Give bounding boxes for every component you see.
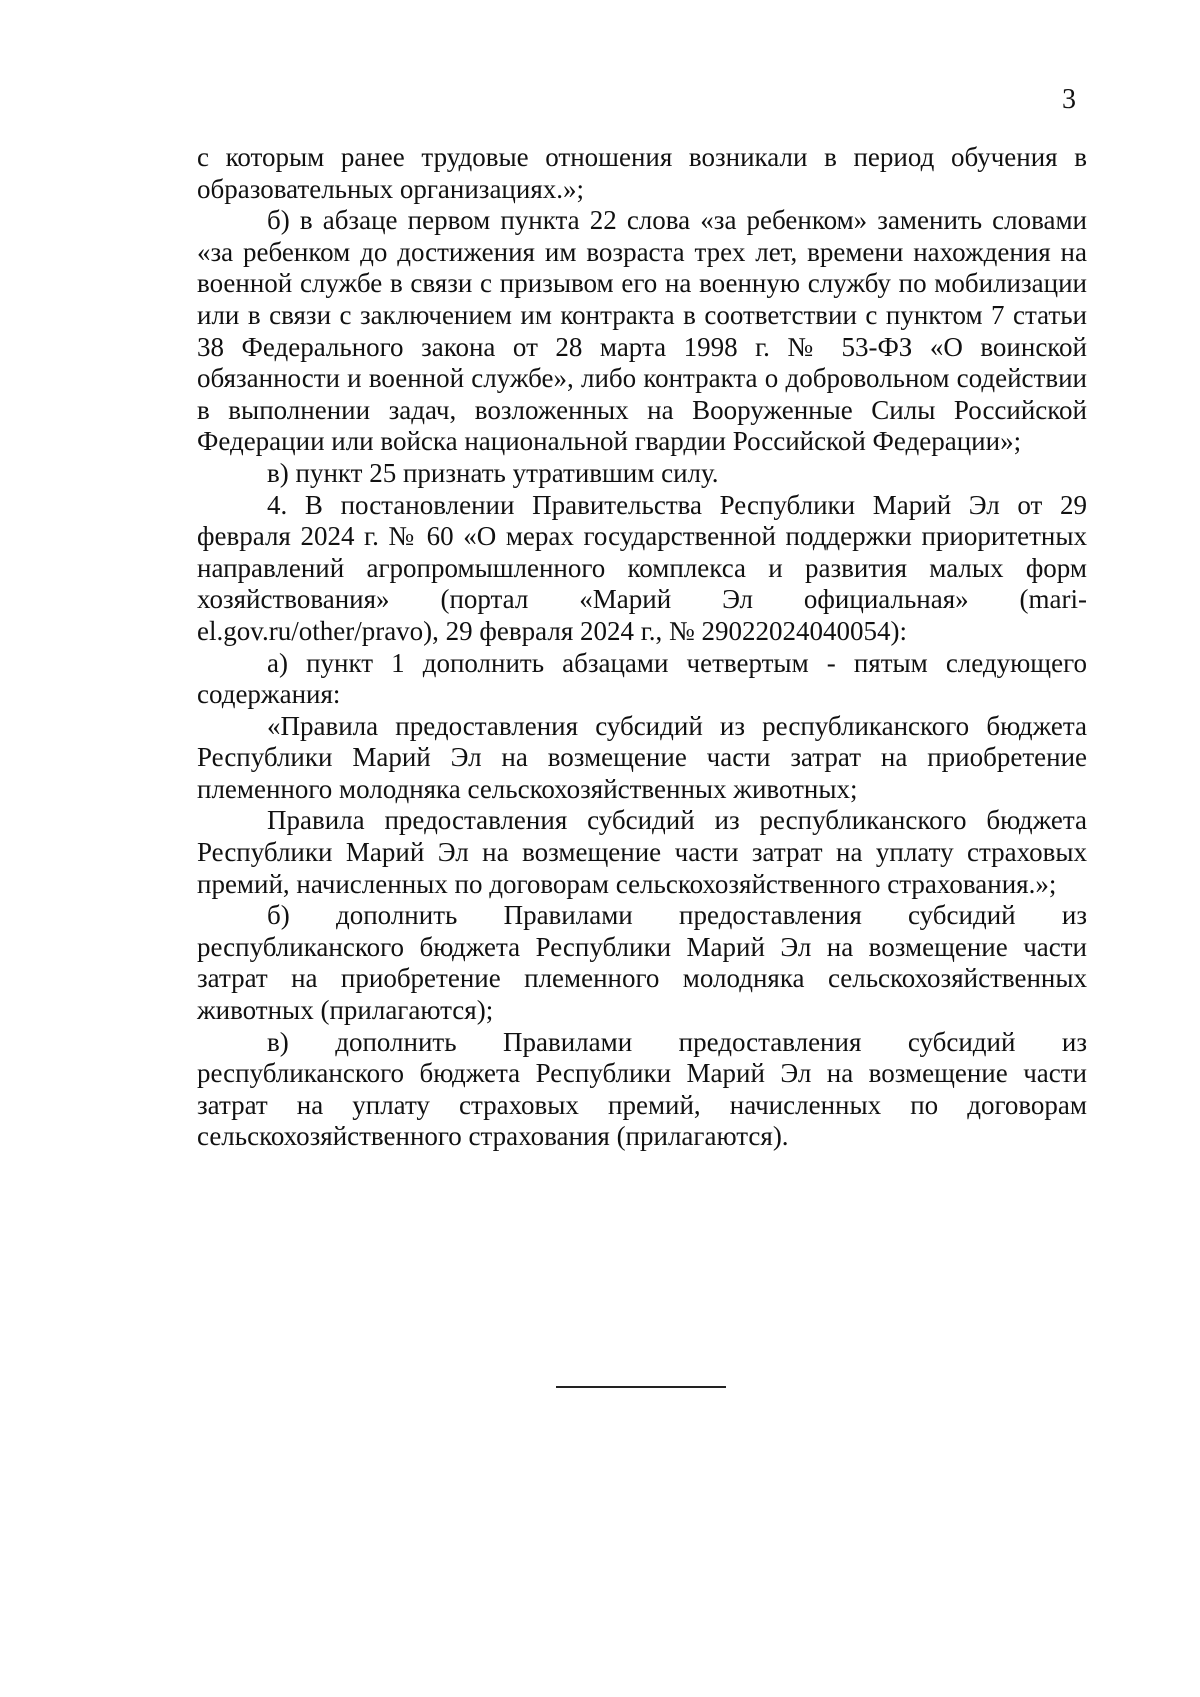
document-body <box>197 142 1087 1153</box>
end-separator-line <box>556 1386 726 1388</box>
paragraph-rules-insurance: Правила предоставления субсидий из республиканского бюджета Республики Марий Эл на возмещение части затрат на уплату страховых премий, начисленных по договорам сельскохозяйственного страхования.»; <box>197 805 1087 899</box>
paragraph-4a: а) пункт 1 дополнить абзацами четвертым - пятым следующего содержания: <box>197 647 1087 710</box>
paragraph-3b: б) в абзаце первом пункта 22 слова «за ребенком» заменить словами «за ребенком до достижения им возраста трех лет, времени нахождения на военной службе в связи с призывом его на военную службу по мобилизации или в связи с заключением им контракта в соответствии с пунктом 7 статьи 38 Федерального закона от 28 марта 1998 г. № 53-ФЗ «О воинской обязанности и военной службе», либо контракта о добровольном содействии в выполнении задач, возложенных на Вооруженные Силы Российской Федерации или войска национальной гвардии Российской Федерации»; <box>197 205 1087 457</box>
page-number: 3 <box>1062 84 1076 115</box>
paragraph-4b: б) дополнить Правилами предоставления субсидий из республиканского бюджета Республики Марий Эл на возмещение части затрат на приобретение племенного молодняка сельскохозяйственных животных (прилагаются); <box>197 900 1087 1026</box>
paragraph-3v: в) пункт 25 признать утратившим силу. <box>267 457 719 488</box>
paragraph-rules-breeding: «Правила предоставления субсидий из республиканского бюджета Республики Марий Эл на возмещение части затрат на приобретение племенного молодняка сельскохозяйственных животных; <box>197 710 1087 804</box>
paragraph-4v: в) дополнить Правилами предоставления субсидий из республиканского бюджета Республики Марий Эл на возмещение части затрат на уплату страховых премий, начисленных по договорам сельскохозяйственного страхования (прилагаются). <box>197 1026 1087 1152</box>
paragraph-4: 4. В постановлении Правительства Республики Марий Эл от 29 февраля 2024 г. № 60 «О мерах государственной поддержки приоритетных направлений агропромышленного комплекса и развития малых форм хозяйствования» (портал «Марий Эл официальная» (mari-el.gov.ru/other/pravo), 29 февраля 2024 г., № 29022024040054): <box>197 489 1087 646</box>
paragraph-continuation: с которым ранее трудовые отношения возникали в период обучения в образовательных организациях.»; <box>197 142 1087 204</box>
